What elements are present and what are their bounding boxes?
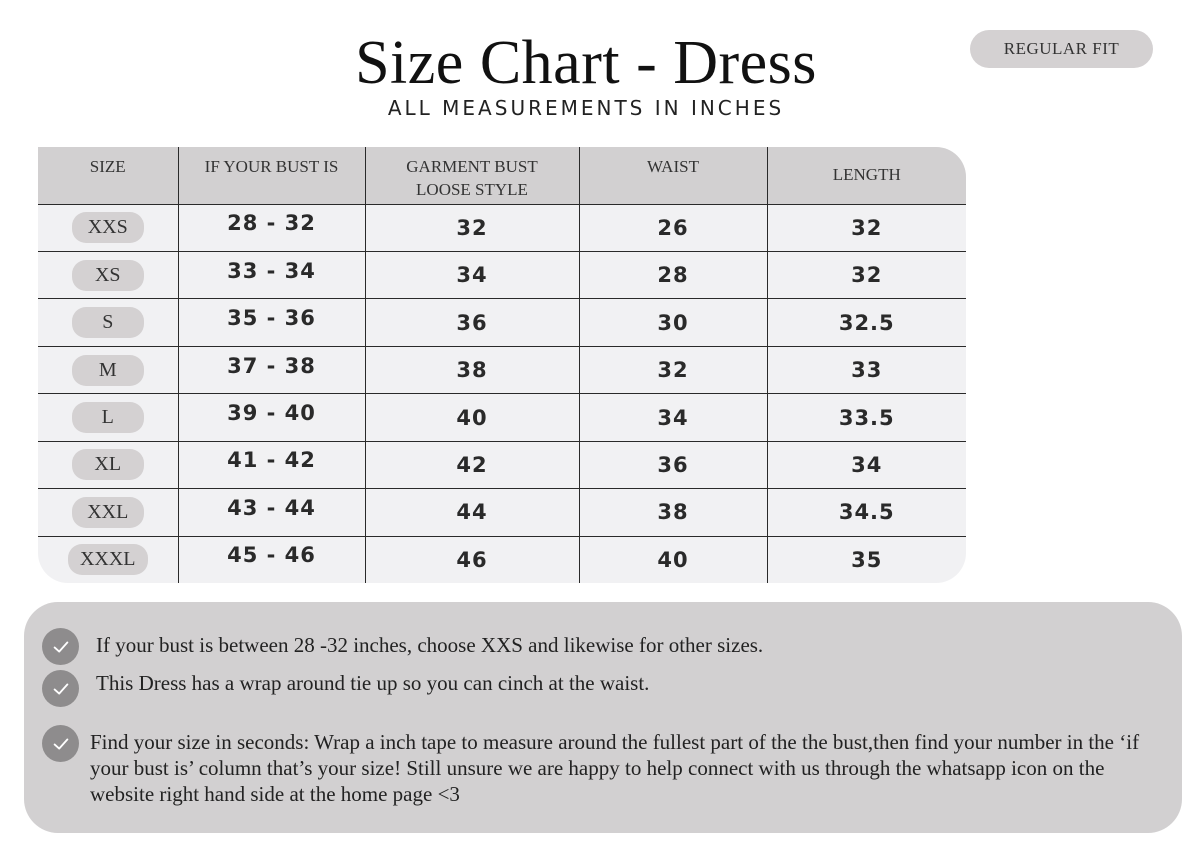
waist-cell: 40 xyxy=(579,536,767,583)
page-subtitle: ALL MEASUREMENTS IN INCHES xyxy=(387,96,785,120)
size-badge: XL xyxy=(72,449,144,480)
table-row xyxy=(38,346,966,393)
check-circle-icon xyxy=(42,670,79,707)
fit-badge: REGULAR FIT xyxy=(970,30,1153,68)
length-cell: 32 xyxy=(851,263,883,288)
waist-cell: 30 xyxy=(579,299,767,346)
bust-range-cell: 41 - 42 xyxy=(178,441,365,488)
note-item xyxy=(42,670,1156,707)
size-cell xyxy=(38,394,178,441)
bust-range-cell: 37 - 38 xyxy=(178,346,365,393)
size-badge: L xyxy=(72,402,144,433)
note-text: If your bust is between 28 -32 inches, choose XXS and likewise for other sizes. xyxy=(96,633,764,657)
size-cell xyxy=(38,251,178,298)
garment-bust-cell: 40 xyxy=(365,394,579,441)
size-badge: M xyxy=(72,355,144,386)
size-cell xyxy=(38,536,178,583)
note-text: Find your size in seconds: Wrap a inch tape to measure around the fullest part of the the bust,then find your number in the ‘if your bust is’ column that’s your size! Still unsure we are happy to help connect with us through the whatsapp icon on the website right hand side at the home page <3 xyxy=(90,730,1140,806)
size-badge: XXL xyxy=(72,497,144,528)
size-cell xyxy=(38,299,178,346)
waist-cell: 28 xyxy=(579,251,767,298)
garment-bust-cell: 34 xyxy=(365,251,579,298)
garment-bust-cell: 36 xyxy=(365,299,579,346)
length-cell: 34.5 xyxy=(838,500,895,525)
size-cell xyxy=(38,204,178,251)
waist-cell: 36 xyxy=(579,441,767,488)
size-badge: XS xyxy=(72,260,144,291)
waist-cell: 34 xyxy=(579,394,767,441)
page-title: Size Chart - Dress xyxy=(355,29,817,97)
waist-cell: 38 xyxy=(579,489,767,536)
table-row xyxy=(38,394,966,441)
table-row xyxy=(38,299,966,346)
column-header-garment-bust-label: GARMENT BUST LOOSE STYLE xyxy=(406,157,538,199)
column-header-length: LENGTH xyxy=(832,165,901,185)
bust-range-cell: 45 - 46 xyxy=(178,536,365,583)
garment-bust-cell: 42 xyxy=(365,441,579,488)
bust-range-cell: 35 - 36 xyxy=(178,299,365,346)
note-text: This Dress has a wrap around tie up so you can cinch at the waist. xyxy=(96,671,650,695)
garment-bust-cell: 46 xyxy=(365,536,579,583)
garment-bust-cell: 44 xyxy=(365,489,579,536)
table-row xyxy=(38,536,966,583)
garment-bust-cell: 32 xyxy=(365,204,579,251)
table-row xyxy=(38,251,966,298)
garment-bust-cell: 38 xyxy=(365,346,579,393)
table-row xyxy=(38,204,966,251)
size-cell xyxy=(38,346,178,393)
column-header-garment-bust xyxy=(365,147,579,204)
length-cell: 33.5 xyxy=(838,405,895,430)
bust-range-cell: 43 - 44 xyxy=(178,489,365,536)
note-item xyxy=(42,628,1156,665)
size-chart-table xyxy=(38,147,966,583)
bust-range-cell: 28 - 32 xyxy=(178,204,365,251)
size-badge: XXS xyxy=(72,212,144,243)
length-cell: 34 xyxy=(851,452,883,477)
column-header-waist: WAIST xyxy=(579,147,767,204)
check-circle-icon xyxy=(42,628,79,665)
table-header-row xyxy=(38,147,966,204)
waist-cell: 32 xyxy=(579,346,767,393)
notes-panel xyxy=(24,602,1182,833)
column-header-size: SIZE xyxy=(38,147,178,204)
length-cell: 35 xyxy=(851,547,883,572)
length-cell: 32.5 xyxy=(838,310,895,335)
size-cell xyxy=(38,489,178,536)
size-cell xyxy=(38,441,178,488)
bust-range-cell: 33 - 34 xyxy=(178,251,365,298)
note-item xyxy=(42,725,1165,807)
table-row xyxy=(38,489,966,536)
bust-range-cell: 39 - 40 xyxy=(178,394,365,441)
length-cell: 32 xyxy=(851,215,883,240)
size-badge: XXXL xyxy=(68,544,148,575)
size-badge: S xyxy=(72,307,144,338)
check-circle-icon xyxy=(42,725,79,762)
table-row xyxy=(38,441,966,488)
length-cell: 33 xyxy=(851,358,883,383)
waist-cell: 26 xyxy=(579,204,767,251)
column-header-bust: IF YOUR BUST IS xyxy=(178,147,365,204)
